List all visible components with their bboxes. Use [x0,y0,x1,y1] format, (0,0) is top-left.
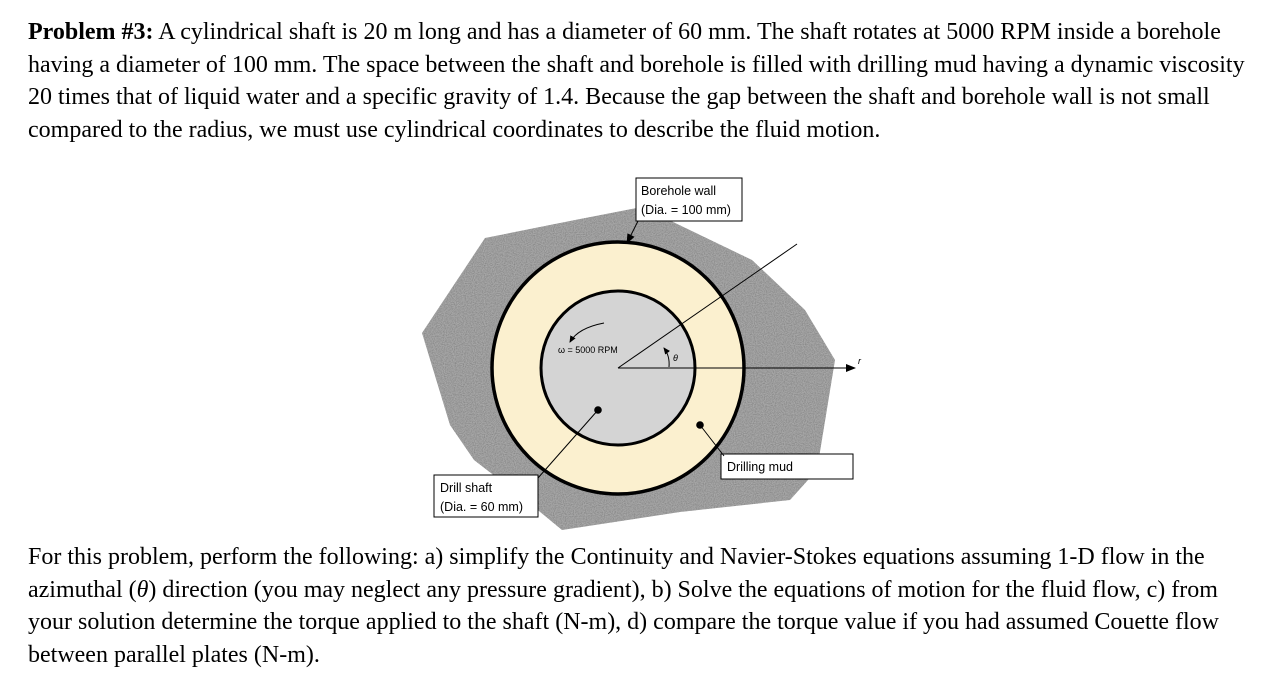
r-axis-label: r [858,356,861,366]
problem-intro-text: A cylindrical shaft is 20 m long and has a diameter of 60 mm. The shaft rotates at 5000 RPM inside a borehole having a diameter of 100 mm. The space between the shaft and borehole is filled with drilling mud having a dynamic viscosity 20 times that of liquid water and a specific gravity of 1.4. Because the gap between the shaft and borehole wall is not small compared to the radius, we must use cylindrical coordinates to describe the fluid motion. [28,19,1245,143]
problem-heading: Problem #3: [28,19,154,45]
shaft-label-line1: Drill shaft [440,481,493,495]
problem-tasks [28,541,1253,671]
borehole-label-line2: (Dia. = 100 mm) [641,203,731,217]
tasks-theta: θ [136,576,149,603]
shaft-label-line2: (Dia. = 60 mm) [440,500,524,514]
omega-label: ω = 5000 RPM [558,345,618,355]
theta-label: θ [673,353,678,363]
mud-label: Drilling mud [727,460,793,474]
tasks-text-a: For this problem, perform the following: a) simplify the Continuity and Navier-Stokes equations assuming 1-D flow in the azimuthal ( [28,544,1205,603]
borehole-label-line1: Borehole wall [641,184,717,198]
tasks-text-b: ) direction (you may neglect any pressure gradient), b) Solve the equations of motion for the fluid flow, c) from your solution determine the torque applied to the shaft (N-m), d) compare the torque value if you had assumed Couette flow between parallel plates (N-m). [28,576,1219,668]
